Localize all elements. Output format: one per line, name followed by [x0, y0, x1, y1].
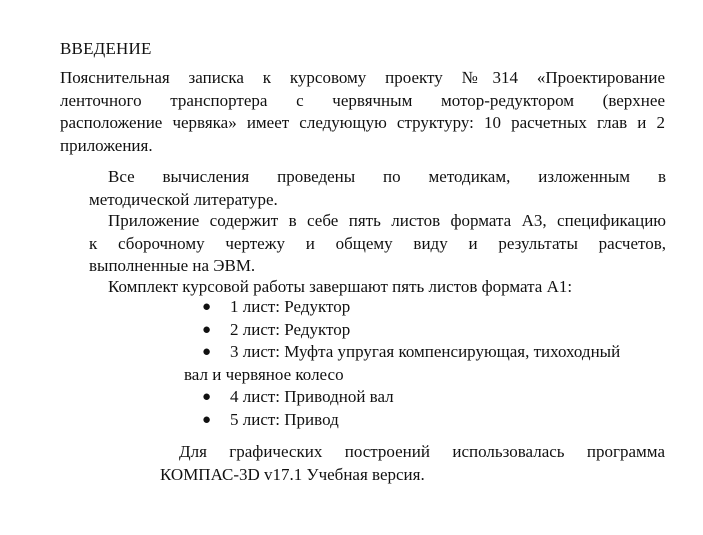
- appendix-line-2: к сборочному чертежу и общему виду и результаты расчетов,: [89, 233, 666, 253]
- list-item-text: 3 лист: Муфта упругая компенсирующая, тихоходный: [230, 342, 621, 361]
- appendix-paragraph: [89, 210, 666, 278]
- appendix-line-1: Приложение содержит в себе пять листов формата А3, спецификацию: [108, 211, 666, 230]
- intro-line-2: ленточного транспортера с червячным мотор-редуктором (верхнее: [60, 90, 665, 110]
- software-line-1: Для графических построений использовалась программа: [179, 442, 665, 461]
- calculations-line-2: методической литературе.: [89, 189, 278, 209]
- software-paragraph: [160, 441, 665, 486]
- section-heading: ВВЕДЕНИЕ: [60, 39, 152, 58]
- bullet-icon: ●: [202, 299, 212, 315]
- appendix-line-3: выполненные на ЭВМ.: [89, 256, 256, 275]
- bullet-icon: ●: [202, 321, 212, 338]
- list-item: [184, 386, 666, 409]
- bullet-icon: ●: [202, 389, 212, 405]
- sheets-list: [184, 296, 666, 431]
- intro-line-3: расположение червяка» имеет следующую структуру: 10 расчетных глав и 2: [60, 113, 665, 132]
- list-item-text: 5 лист: Привод: [230, 409, 339, 429]
- calculations-line-1: Все вычисления проведены по методикам, изложенным в: [108, 167, 666, 186]
- list-item: [184, 409, 666, 432]
- list-item: [184, 296, 666, 319]
- bullet-icon: ●: [202, 344, 212, 360]
- intro-line-1: Пояснительная записка к курсовому проекту №314 «Проектирование: [60, 68, 665, 87]
- software-line-2: КОМПАС-3D v17.1 Учебная версия.: [160, 464, 425, 484]
- sheets-intro-paragraph: Комплект курсовой работы завершают пять листов формата А1:: [108, 277, 573, 296]
- list-item-text: 1 лист: Редуктор: [230, 297, 351, 316]
- intro-paragraph: [60, 67, 665, 157]
- list-item: [184, 341, 666, 386]
- list-item-text-continued: вал и червяное колесо: [184, 364, 344, 384]
- list-item-text: 4 лист: Приводной вал: [230, 387, 394, 406]
- list-item: [184, 319, 666, 342]
- intro-line-4: приложения.: [60, 135, 153, 155]
- calculations-paragraph: [89, 166, 666, 211]
- bullet-icon: ●: [202, 411, 212, 428]
- list-item-text: 2 лист: Редуктор: [230, 319, 351, 339]
